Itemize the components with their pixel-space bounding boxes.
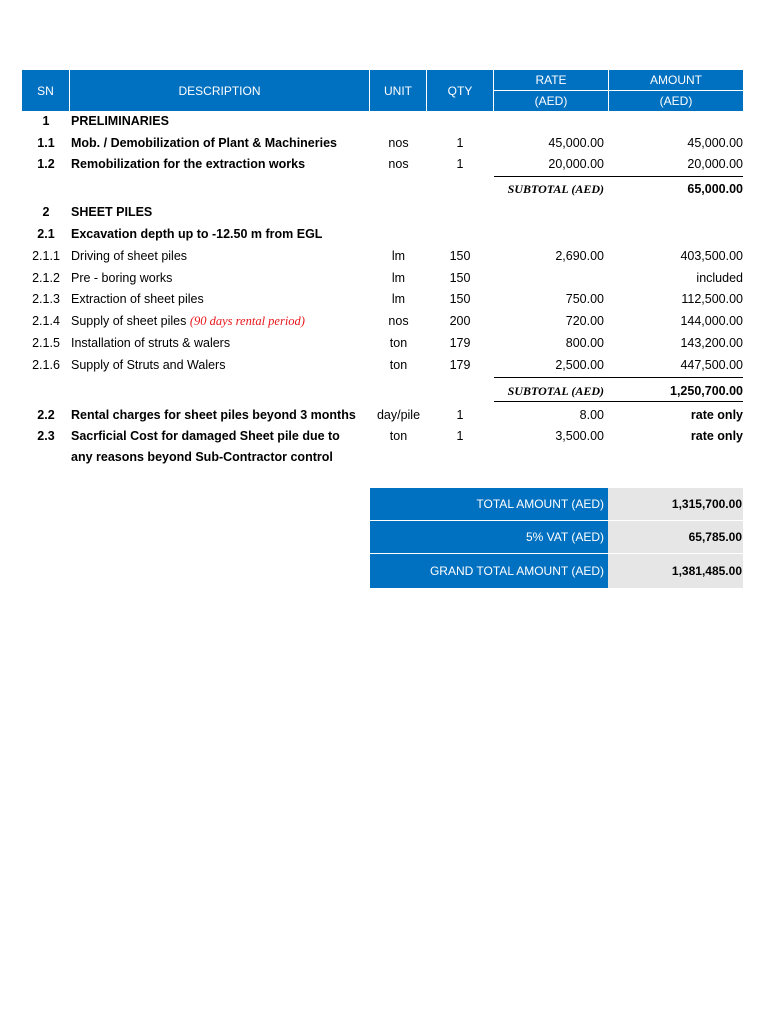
row-sn: 2.1.4 (32, 314, 60, 328)
row-rate: 750.00 (565, 292, 604, 306)
header-sn (22, 70, 69, 111)
table-row (0, 223, 768, 245)
row-sn: 1.1 (37, 136, 55, 150)
row-qty: 150 (449, 271, 471, 285)
table-row (0, 404, 768, 426)
row-description: PRELIMINARIES (71, 114, 169, 128)
row-sn: 2.1.5 (32, 336, 60, 350)
row-amount: 20,000.00 (687, 157, 743, 171)
vat-label: 5% VAT (AED) (370, 521, 608, 553)
header-rate-top-label: RATE (535, 73, 567, 87)
table-row (0, 446, 768, 468)
row-unit: lm (391, 271, 406, 285)
row-unit: ton (389, 336, 408, 350)
table-row (0, 267, 768, 289)
row-qty: 150 (449, 292, 471, 306)
row-rate: 8.00 (579, 408, 604, 422)
header-description (70, 70, 369, 111)
table-row (0, 425, 768, 447)
row-amount: 403,500.00 (680, 249, 743, 263)
row-qty: 1 (456, 408, 464, 422)
header-rate-top (494, 70, 608, 90)
row-description: Extraction of sheet piles (71, 292, 204, 306)
row-amount: rate only (690, 429, 743, 443)
row-description: Pre - boring works (71, 271, 173, 285)
row-unit: ton (389, 358, 408, 372)
row-description: any reasons beyond Sub-Contractor control (71, 450, 333, 464)
row-qty: 150 (449, 249, 471, 263)
subtotal-label: SUBTOTAL (AED) (507, 384, 604, 398)
subtotal-value: 1,250,700.00 (670, 384, 743, 398)
row-unit: day/pile (376, 408, 421, 422)
row-rate: 2,690.00 (555, 249, 604, 263)
row-description: Excavation depth up to -12.50 m from EGL (71, 227, 323, 241)
table-row (0, 245, 768, 267)
row-amount: 143,200.00 (680, 336, 743, 350)
subtotal-divider (494, 176, 743, 177)
row-amount: included (696, 271, 743, 285)
subtotal-divider (494, 401, 743, 402)
row-amount: 144,000.00 (680, 314, 743, 328)
table-row (0, 110, 768, 132)
subtotal-label: SUBTOTAL (AED) (507, 182, 604, 196)
table-row (0, 354, 768, 376)
vat-value: 65,785.00 (608, 521, 743, 553)
table-row (0, 153, 768, 175)
subtotal-row (0, 178, 768, 200)
row-amount: rate only (690, 408, 743, 422)
row-rate: 20,000.00 (548, 157, 604, 171)
row-unit: nos (388, 314, 409, 328)
row-amount: 447,500.00 (680, 358, 743, 372)
grand-total-value: 1,381,485.00 (608, 554, 743, 588)
row-sn: 2.1.6 (32, 358, 60, 372)
header-description-label: DESCRIPTION (178, 83, 261, 98)
row-description: Driving of sheet piles (71, 249, 188, 263)
subtotal-value: 65,000.00 (687, 182, 743, 196)
total-amount-label: TOTAL AMOUNT (AED) (370, 488, 608, 520)
table-row (0, 132, 768, 154)
rental-period-note: (90 days rental period) (189, 314, 305, 328)
header-sn-label: SN (37, 83, 54, 98)
row-sn: 2.3 (37, 429, 55, 443)
table-row (0, 288, 768, 310)
header-qty (427, 70, 493, 111)
subtotal-row (0, 380, 768, 402)
row-sn: 2.2 (37, 408, 55, 422)
row-sn: 2.1.1 (32, 249, 60, 263)
row-description: Installation of struts & walers (71, 336, 231, 350)
row-unit: lm (391, 249, 406, 263)
row-sn: 1 (42, 114, 50, 128)
row-qty: 1 (456, 157, 464, 171)
row-rate: 800.00 (565, 336, 604, 350)
header-amount-bottom-label: (AED) (659, 94, 693, 108)
table-row (0, 310, 768, 332)
header-rate-bottom (494, 91, 608, 111)
row-unit: nos (388, 136, 409, 150)
header-amount-bottom (609, 91, 743, 111)
table-row (0, 332, 768, 354)
row-qty: 200 (449, 314, 471, 328)
row-rate: 3,500.00 (555, 429, 604, 443)
row-rate: 720.00 (565, 314, 604, 328)
row-sn: 1.2 (37, 157, 55, 171)
row-amount: 45,000.00 (687, 136, 743, 150)
row-description: Sacrficial Cost for damaged Sheet pile due to (71, 429, 340, 443)
row-description: Rental charges for sheet piles beyond 3 months (71, 408, 356, 422)
row-qty: 1 (456, 429, 464, 443)
row-description: Supply of Struts and Walers (71, 358, 226, 372)
row-description-text: Supply of sheet piles (71, 314, 190, 328)
header-qty-label: QTY (447, 83, 473, 98)
row-qty: 1 (456, 136, 464, 150)
header-unit-label: UNIT (384, 83, 412, 98)
row-amount: 112,500.00 (681, 292, 743, 306)
row-unit: nos (388, 157, 409, 171)
row-rate: 2,500.00 (555, 358, 604, 372)
row-rate: 45,000.00 (548, 136, 604, 150)
header-rate-bottom-label: (AED) (534, 94, 568, 108)
header-amount-top (609, 70, 743, 90)
grand-total-label: GRAND TOTAL AMOUNT (AED) (370, 554, 608, 588)
subtotal-divider (494, 377, 743, 378)
row-qty: 179 (449, 336, 471, 350)
header-unit (370, 70, 426, 111)
row-description: Remobilization for the extraction works (71, 157, 306, 171)
row-qty: 179 (449, 358, 471, 372)
row-unit: lm (391, 292, 406, 306)
total-amount-value: 1,315,700.00 (608, 488, 743, 520)
row-sn: 2.1.2 (32, 271, 60, 285)
row-unit: ton (389, 429, 408, 443)
row-sn: 2.1.3 (32, 292, 60, 306)
table-row (0, 201, 768, 223)
row-description: SHEET PILES (71, 205, 153, 219)
row-sn: 2 (42, 205, 50, 219)
header-amount-top-label: AMOUNT (650, 73, 702, 87)
row-sn: 2.1 (37, 227, 55, 241)
row-description: Mob. / Demobilization of Plant & Machineries (71, 136, 337, 150)
row-description (71, 314, 305, 329)
